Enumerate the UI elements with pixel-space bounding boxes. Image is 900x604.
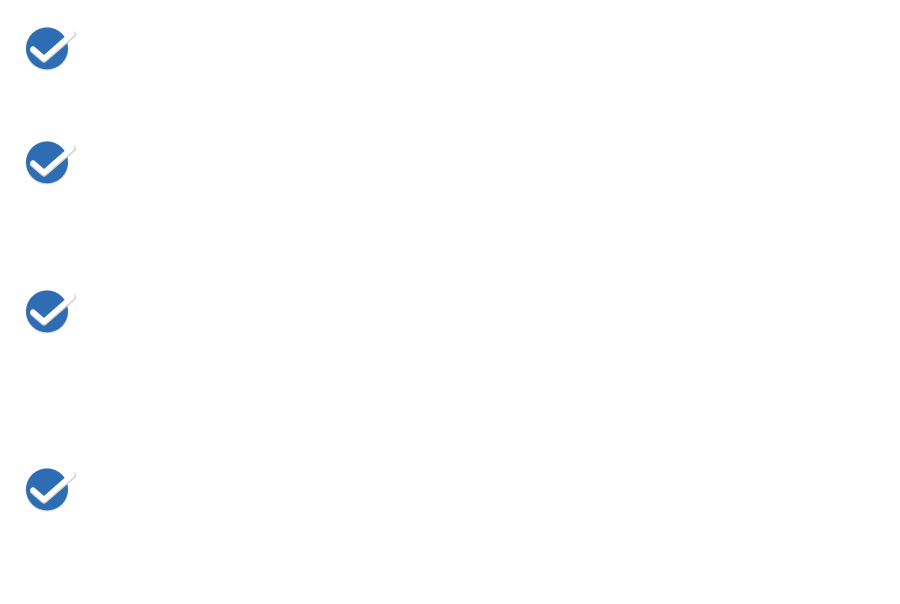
list-item [24, 289, 76, 335]
check-circle-icon [24, 467, 76, 513]
check-circle-icon [24, 289, 76, 335]
list-item [24, 467, 76, 513]
list-item [24, 26, 76, 72]
check-circle-icon [24, 140, 76, 186]
check-circle-icon [24, 26, 76, 72]
list-item [24, 140, 76, 186]
